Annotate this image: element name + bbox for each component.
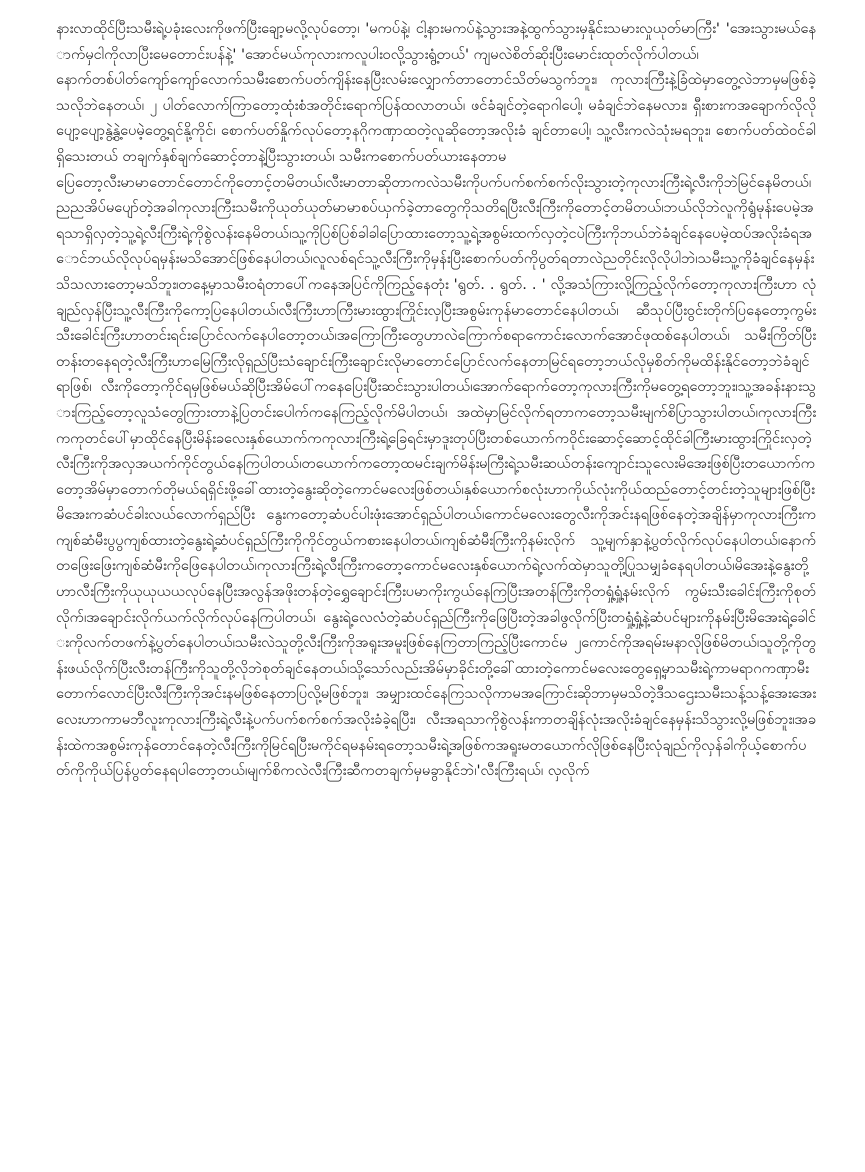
- document-body: [56, 16, 816, 1156]
- paragraph-second: နောက်တစ်ပါတ်ကျော်ကျော်လောက်သမီးစောက်ပတ်ကျိန်းနေပြီးလမ်းလျှောက်တာတောင်သိတ်မသွက်ဘူး၊ ကုလားကြီးနဲ့ခြံထဲမှာတွေ့လဲဘာမှမဖြစ်ခဲ့သလိုဘဲနေတယ်၊ ၂ ပါတ်လောက်ကြာတော့ထုံးစံအတိုင်းရောက်ပြန်ထလာတယ်၊ ဖင်ခံချင်တဲ့ရောဂါပေါ့၊ မခံချင်ဘဲနေမလား၊ ရှီးစားကအချောက်လိုလိုပျော့ပျော့နွဲ့နွဲ့ပေမဲ့တွေ့ရင်နို့ကိုင်၊ စောက်ပတ်နှိုက်လုပ်တော့နဂိုကဏှာထတဲ့လူဆိုတော့အလိုးခံ ချင်တာပေါ့၊ သူ့လီးကလဲသုံးမရဘူး၊ စောက်ပတ်ထဲဝင်ခါရှိသေးတယ် တချက်နှစ်ချက်ဆောင့်တာနဲ့ပြီးသွားတယ်၊ သမီးကစောက်ပတ်ယားနေတာမ: [56, 71, 816, 165]
- paragraph-opening: နားလာထိုင်ပြီးသမီးရဲ့ပခုံးလေးကိုဖက်ပြီးချော့မလို့လုပ်တော့၊ 'မကပ်နဲ့၊ ငါ့နားမကပ်နဲ့သွားအနဲ့ထွက်သွားမှနိုင်းသမားလှုယုတ်မာကြီး' 'အေးသွားမယ်နောက်မှငါကိုလာပြီးမေတောင်းပန်နဲ့' 'အောင်မယ်ကုလားကလူပါးဝလို့သွားရွံ့တယ်' ကျမလဲစိတ်ဆိုးပြီးမောင်းထုတ်လိုက်ပါတယ်၊: [56, 20, 816, 63]
- paragraph-main: ပြေတော့လီးမာမာတောင်တောင်ကိုတောင့်တမိတယ်၊လီးမာတာဆိုတာကလဲသမီးကိုပက်ပက်စက်စက်လိုးသွားတဲ့ကုလားကြီးရဲ့လီးကိုဘဲမြင်နေမိတယ်၊ညညအိပ်မပျော်တဲ့အခါကုလားကြီးသမီးကိုယုတ်ယုတ်မာမာစပ်ယှက်ခဲ့တာတွေကိုသတိရပြီးလီးကြီးကိုတောင့်တမိတယ်၊ဘယ်လိုဘဲလူကိုရွံမုန်းပေမဲ့အရသာရှိလှတဲ့သူ့ရဲ့လီးကြီးရဲ့ကိုစွဲလန်းနေမိတယ်၊သူ့ကိုပြစ်ပြစ်ခါခါပြောထားတော့သူ့ရဲ့အစွမ်းထက်လှတဲ့ငပဲကြီးကိုဘယ်ဘဲခံချင်နေပေမဲ့ထပ်အလိုးခံရအောင်ဘယ်လိုလုပ်ရမှန်းမသိအောင်ဖြစ်နေပါတယ်၊လူလစ်ရင်သူ့လီးကြီးကိုမှန်းပြီးစောက်ပတ်ကိုပွတ်ရတာလဲညတိုင်းလိုလိုပါဘဲ၊သမီးသူ့ကိုခံချင်နေမှန်းသိသလားတော့မသိဘူး၊တနေ့မှာသမီးဝရံတာပေါ်ကနေအပြင်ကိုကြည့်နေတုံး 'ရွတ်. . ရွတ်. . ' လို့အသံကြားလို့ကြည့်လိုက်တော့ကုလားကြီးဟာ လုံချည်လှန်ပြီးသူ့လီးကြီးကိုကော့ပြနေပါတယ်၊လီးကြီးဟာကြီးမားထွားကြိုင်းလှပြီးအစွမ်းကုန်မာတောင်နေပါတယ်၊ ဆီသုပ်ပြီးဝွင်းတိုက်ပြနေတော့ကွမ်းသီးခေါင်းကြီးဟာတင်းရင်းပြောင်လက်နေပါတော့တယ်၊အကြောကြီးတွေဟာလဲကြောက်စရာကောင်းလောက်အောင်ဖုထစ်နေပါတယ်၊ သမီးကြိတ်ပြီးတန်းတနေရတဲ့လီးကြီးဟာမြေကြီးလိုရှည်ပြီးသံချောင်းကြီးချောင်းလိုမာတောင်ပြောင်လက်နေတာမြင်ရတော့ဘယ်လိုမှစိတ်ကိုမထိန်းနိုင်တော့ဘဲခံချင်ရာဖြစ်၊ လီးကိုတော့ကိုင်ရမှဖြစ်မယ်ဆိုပြီးအိမ်ပေါ်ကနေပြေးပြီးဆင်းသွားပါတယ်၊အောက်ရောက်တော့ကုလားကြီးကိုမတွေ့ရတော့ဘူး၊သူ့အခန်းနားသွားကြည့်တော့လူသံတွေကြားတာနဲ့ပြတင်းပေါက်ကနေကြည့်လိုက်မိပါတယ်၊ အထဲမှာမြင်လိုက်ရတာကတော့သမီးမျက်စိပြာသွားပါတယ်၊ကုလားကြီးကကုတင်ပေါ်မှာထိုင်နေပြီးမိန်းခလေးနှစ်ယောက်ကကုလားကြီးရဲ့ခြေရင်းမှာဒူးတုပ်ပြီးတစ်ယောက်ကဝိုင်းဆောင့်ဆောင့်ထိုင်ခါကြီးမားထွားကြိုင်းလှတဲ့လီးကြီးကိုအလှအယက်ကိုင်တွယ်နေကြပါတယ်၊တယောက်ကတော့ထမင်းချက်မိန်းမကြီးရဲ့သမီးဆယ်တန်းကျောင်းသူလေးမိအေးဖြစ်ပြီးတယောက်ကတော့အိမ်မှာတောက်တိုမယ်ရရှိင်းဖို့ခေါ်ထားတဲ့နွေးဆိုတဲ့ကောင်မလေးဖြစ်တယ်၊နှစ်ယောက်စလုံးဟာကိုယ်လုံးကိုယ်ထည်တောင့်တင်းတဲ့သူများဖြစ်ပြီးမိအေးကဆံပင်ခါးလယ်လောက်ရှည်ပြီး နွေးကတော့ဆံပင်ပါးဖုံးအောင်ရှည်ပါတယ်၊ကောင်မလေးတွေလီးကိုအင်းနရဖြစ်နေတဲ့အချိန်မှာကုလားကြီးကကျစ်ဆံမီးပွပွကျစ်ထားတဲ့နွေးရဲ့ဆံပင်ရှည်ကြီးကိုကိုင်တွယ်ကစားနေပါတယ်၊ကျစ်ဆံမီးကြီးကိုနမ်းလိုက် သူ့မျက်နှာနဲ့ပွတ်လိုက်လုပ်နေပါတယ်၊နောက်တဖြေးဖြေးကျစ်ဆံမီးကိုဖြေနေပါတယ်၊ကုလားကြီးရဲ့လီးကြီးကတော့ကောင်မလေးနှစ်ယောက်ရဲ့လက်ထဲမှာသူတို့ပြုသမျှခံနေရပါတယ်၊မိအေးနဲ့နွေးတို့ဟာလီးကြီးကိုယုယုယယလုပ်နေပြီးအလွန်အဖိုးတန်တဲ့ရွှေချောင်းကြီးပမာကိုးကွယ်နေကြပြီးအတန်ကြီးကိုတရှုံ့ရှုံ့နမ်းလိုက် ကွမ်းသီးခေါင်းကြီးကိုစုတ်လိုက်၊အချောင်းလိုက်ယက်လိုက်လုပ်နေကြပါတယ်၊ နွေးရဲ့လေလံတဲ့ဆံပင်ရှည်ကြီးကိုဖြေပြီးတဲ့အခါဖွလိုက်ပြီးတရှုံ့ရှုံ့နဲ့ဆံပင်များကိုနမ်းပြီးမိအေးရဲ့ခေါင်းကိုလက်တဖက်နဲ့ပွတ်နေပါတယ်၊သမီးလဲသူတို့လီးကြီးကိုအရူးအမူးဖြစ်နေကြတာကြည့်ပြီးကောင်မ ၂ကောင်ကိုအရမ်းမနာလိုဖြစ်မိတယ်၊သူတို့ကိုတွန်းဖယ်လိုက်ပြီးလီးတန်ကြီးကိုသူတို့လိုဘဲစုတ်ချင်နေတယ်၊သို့သော်လည်းအိမ်မှာခိုင်းတို့ခေါ်ထားတဲ့ကောင်မလေးတွေရှေ့မှာသမီးရဲ့ကာမရာဂကဏှာမီးတောက်လောင်ပြီးလီးကြီးကိုအင်းနမဖြစ်နေတာပြလို့မဖြစ်ဘူး၊ အမျှားထင်နေကြသလိုကာမအကြောင်းဆိုဘာမှမသိတဲ့ဒီသဌေးသမီးသန့်သန့်အေးအေးလေးဟာကာမဘီလူးကုလားကြီးရဲ့လီးနဲ့ပက်ပက်စက်စက်အလိုးခံခဲ့ရပြီး၊ လီးအရသာကိုစွဲလန်းကာတချိန်လုံးအလိုးခံချင်နေမှန်းသိသွားလို့မဖြစ်ဘူး၊အခန်းထဲကအစွမ်းကုန်တောင်နေတဲ့လီးကြီးကိုမြင်ရပြီးမကိုင်ရမနမ်းရတော့သမီးရဲ့အဖြစ်ကအရူးမတယောက်လိုဖြစ်နေပြီးလုံချည်ကိုလှန်ခါကိုယ့်စောက်ပတ်ကိုကိုယ်ပြန်ပွတ်နေရပါတော့တယ်၊မျက်စိကလဲလီးကြီးဆီကတချက်မှမခွာနိုင်ဘဲ၊'လီးကြီးရယ်၊ လှလိုက်: [56, 173, 816, 780]
